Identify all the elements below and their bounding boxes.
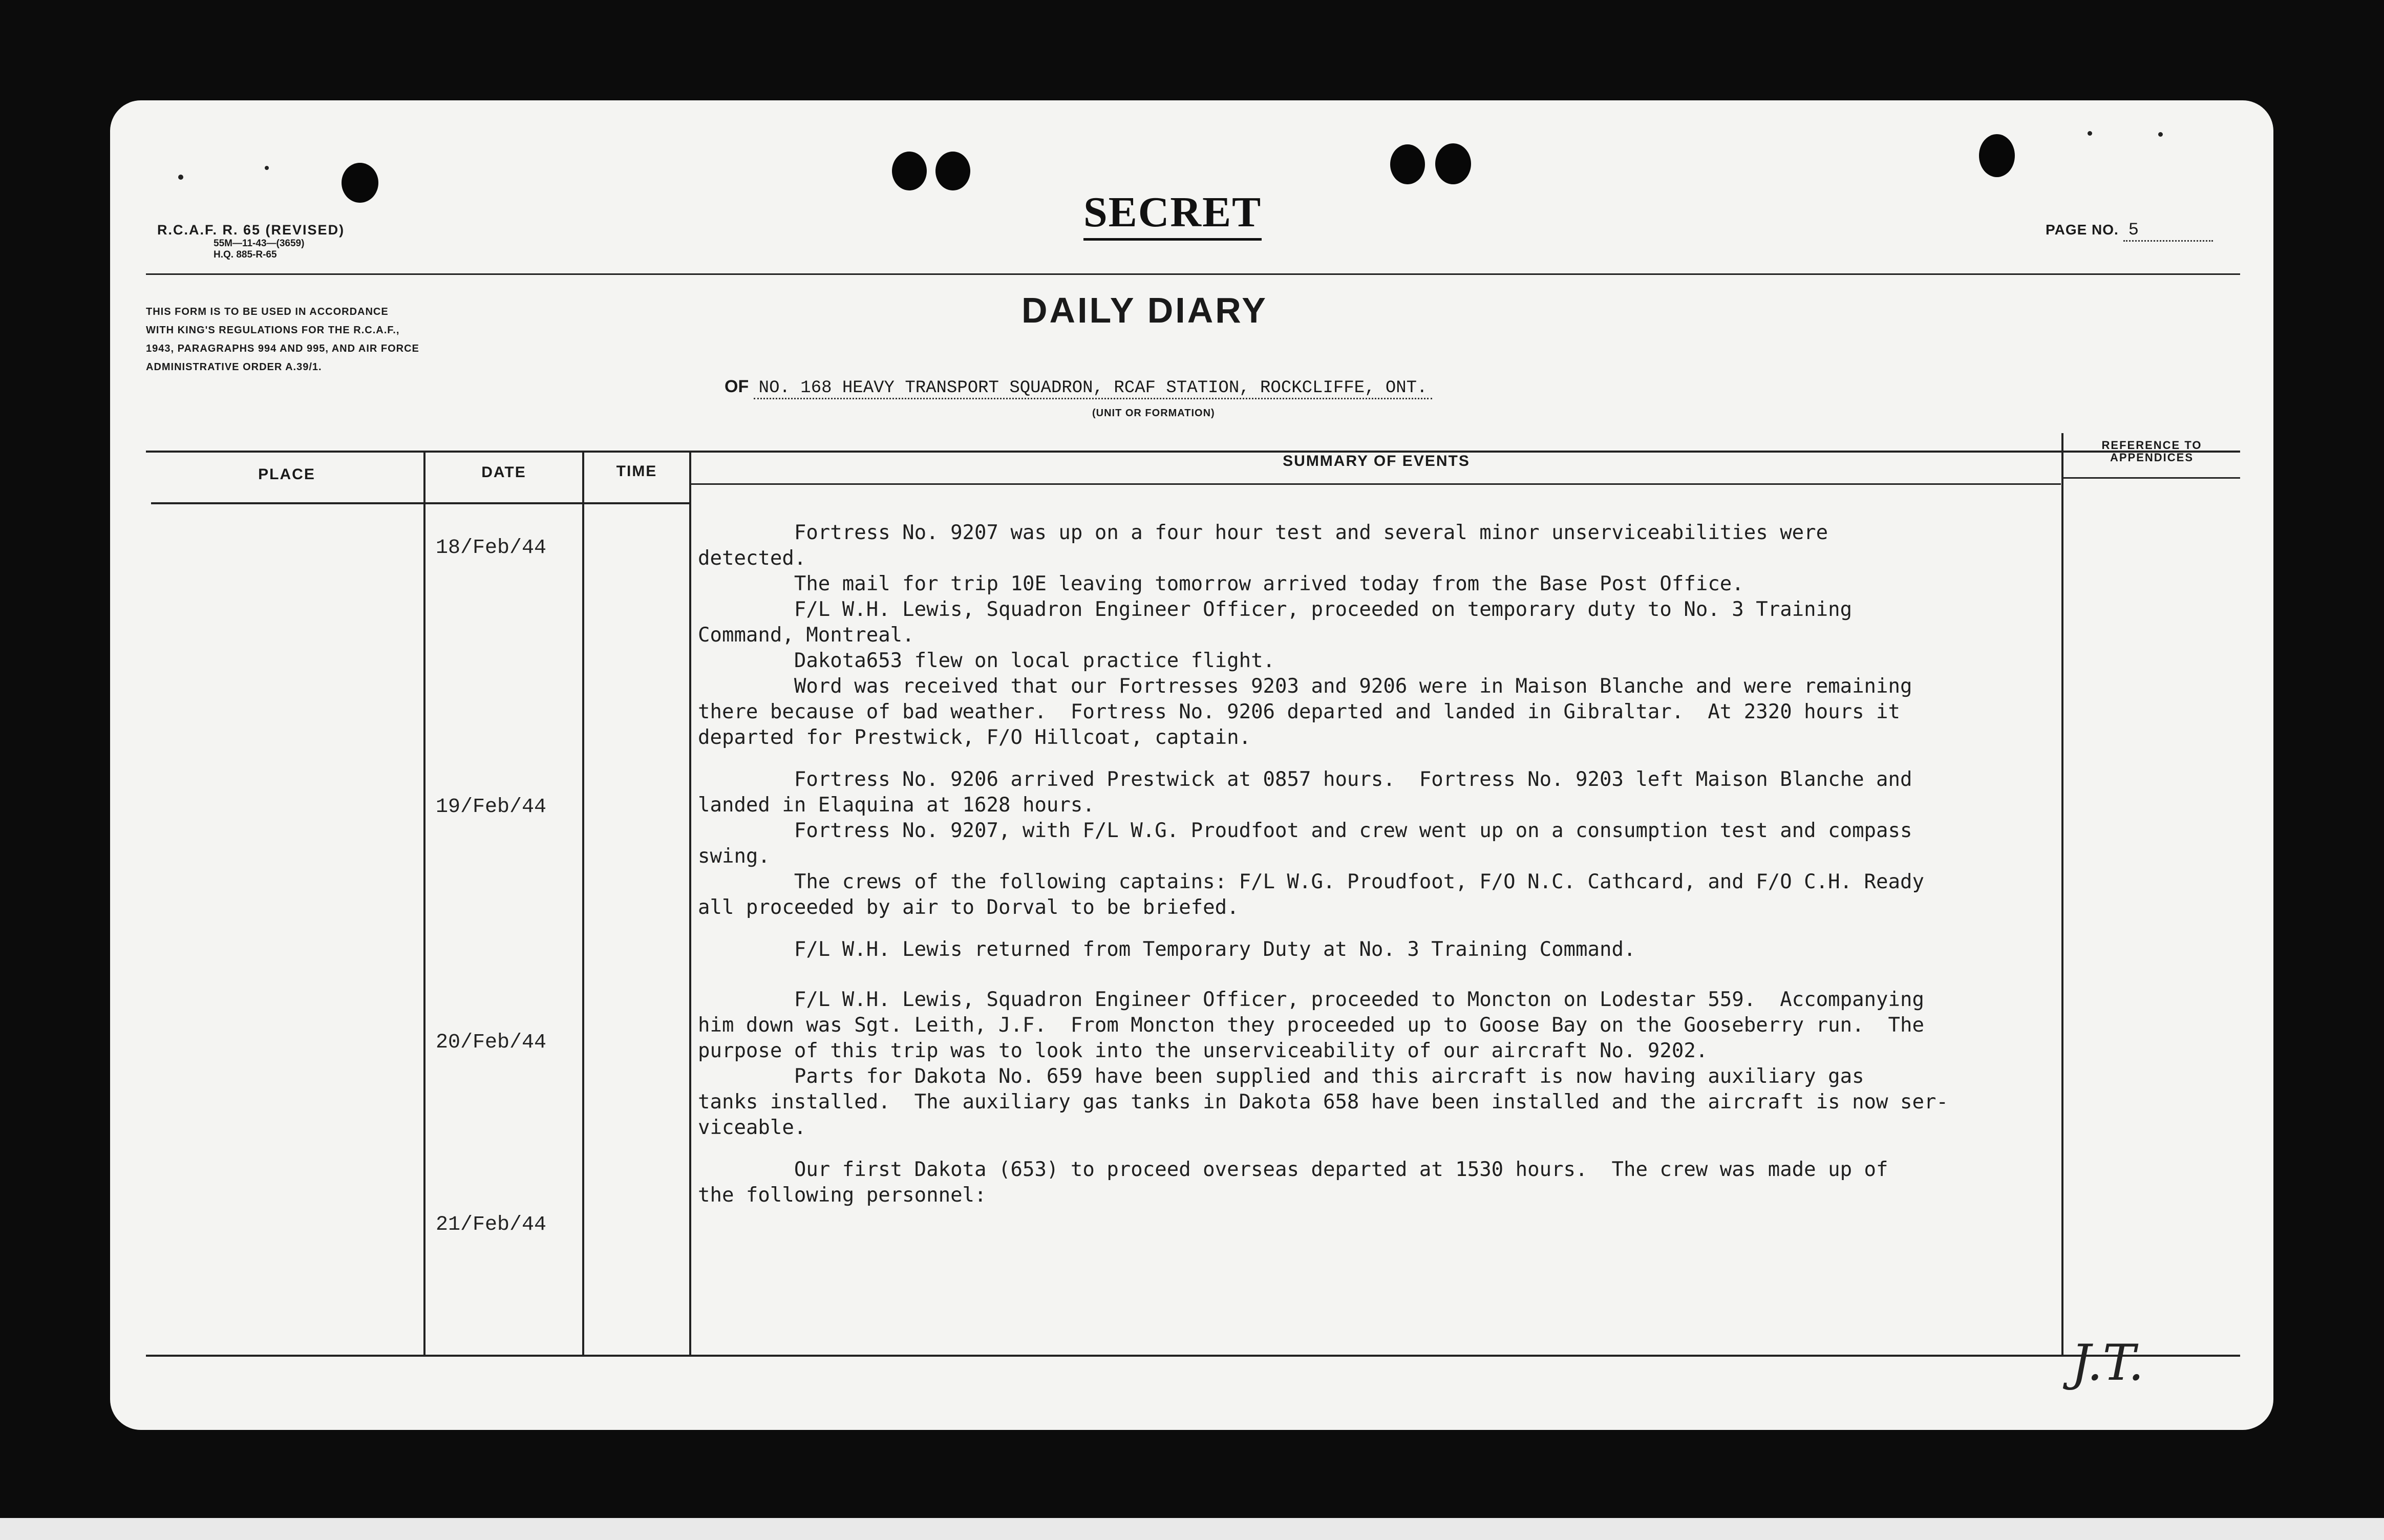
classification-stamp: SECRET — [1083, 187, 1262, 241]
page-number-value: 5 — [2123, 221, 2213, 242]
event-line: F/L W.H. Lewis, Squadron Engineer Officer, proceeded on temporary duty to No. 3 Training — [698, 598, 1853, 621]
form-number: R.C.A.F. R. 65 (REVISED) — [157, 222, 345, 238]
summary-of-events — [698, 520, 2080, 1208]
event-line: there because of bad weather. Fortress No. 9206 departed and landed in Gibraltar. At 2320 hours it — [698, 700, 1900, 723]
event-line: departed for Prestwick, F/O Hillcoat, captain. — [698, 726, 1251, 749]
event-line: Fortress No. 9207, with F/L W.G. Proudfoot and crew went up on a consumption test and compass — [698, 819, 1912, 842]
event-line: Word was received that our Fortresses 9203 and 9206 were in Maison Blanche and were remaining — [698, 675, 1912, 698]
event-line: Command, Montreal. — [698, 624, 914, 647]
event-line: Our first Dakota (653) to proceed overseas departed at 1530 hours. The crew was made up of — [698, 1158, 1888, 1181]
regulation-line: 1943, PARAGRAPHS 994 AND 995, AND AIR FORCE — [146, 343, 419, 354]
column-divider — [582, 452, 584, 1355]
regulation-line: ADMINISTRATIVE ORDER A.39/1. — [146, 361, 322, 373]
punch-hole — [1435, 143, 1471, 184]
column-header-rule — [151, 502, 691, 504]
handwritten-initials: J.T. — [2071, 1334, 2144, 1392]
event-line: The crews of the following captains: F/L W.G. Proudfoot, F/O N.C. Cathcard, and F/O C.H. Ready — [698, 870, 1924, 893]
column-divider — [423, 452, 425, 1355]
table-bottom-rule — [146, 1355, 2240, 1357]
summary-header-rule — [691, 483, 2061, 485]
reference-header-line: REFERENCE TO — [2101, 439, 2202, 452]
event-line: Fortress No. 9206 arrived Prestwick at 0857 hours. Fortress No. 9203 left Maison Blanche and — [698, 768, 1912, 791]
scanner-bottom-strip — [0, 1518, 2384, 1540]
entry-date: 20/Feb/44 — [436, 1031, 547, 1054]
column-header-date: DATE — [481, 464, 526, 481]
event-line: Parts for Dakota No. 659 have been supplied and this aircraft is now having auxiliary gas — [698, 1065, 1864, 1088]
unit-name: NO. 168 HEAVY TRANSPORT SQUADRON, RCAF STATION, ROCKCLIFFE, ONT. — [754, 378, 1433, 399]
column-header-summary: SUMMARY OF EVENTS — [1283, 453, 1470, 469]
event-line: F/L W.H. Lewis returned from Temporary Duty at No. 3 Training Command. — [698, 938, 1636, 961]
print-code: 55M—11-43—(3659) — [214, 238, 305, 249]
unit-line — [725, 377, 1432, 398]
punch-hole — [892, 152, 927, 190]
event-line: purpose of this trip was to look into the unserviceability of our aircraft No. 9202. — [698, 1039, 1708, 1062]
ink-speck — [2088, 131, 2092, 136]
event-line: tanks installed. The auxiliary gas tanks in Dakota 658 have been installed and the aircraft is now ser- — [698, 1090, 1948, 1114]
page-number-field — [2046, 221, 2213, 242]
event-gap — [698, 751, 2080, 767]
punch-hole — [935, 152, 970, 190]
event-line: The mail for trip 10E leaving tomorrow arrived today from the Base Post Office. — [698, 572, 1744, 595]
event-line: detected. — [698, 547, 806, 570]
of-label: OF — [725, 377, 749, 396]
event-gap — [698, 921, 2080, 937]
event-gap — [698, 1141, 2080, 1157]
diary-page — [110, 100, 2273, 1430]
punch-hole — [1390, 144, 1425, 184]
ink-speck — [178, 175, 183, 180]
event-line: F/L W.H. Lewis, Squadron Engineer Officer, proceeded to Moncton on Lodestar 559. Accompanying — [698, 988, 1924, 1011]
header-rule — [146, 273, 2240, 275]
event-line: landed in Elaquina at 1628 hours. — [698, 794, 1095, 817]
regulation-notice — [146, 303, 556, 376]
regulation-line: WITH KING'S REGULATIONS FOR THE R.C.A.F., — [146, 325, 400, 336]
regulation-line: THIS FORM IS TO BE USED IN ACCORDANCE — [146, 306, 389, 317]
event-line: Fortress No. 9207 was up on a four hour test and several minor unserviceabilities were — [698, 521, 1828, 544]
reference-header-line: APPENDICES — [2110, 451, 2194, 464]
column-header-reference — [2063, 439, 2240, 464]
column-header-place: PLACE — [258, 466, 315, 483]
column-header-time: TIME — [616, 463, 657, 480]
entry-date: 18/Feb/44 — [436, 537, 547, 560]
page-number-label: PAGE NO. — [2046, 222, 2119, 238]
event-gap — [698, 963, 2080, 987]
event-line: swing. — [698, 845, 770, 868]
entry-date: 21/Feb/44 — [436, 1213, 547, 1236]
punch-hole — [1979, 134, 2015, 177]
event-line: him down was Sgt. Leith, J.F. From Moncton they proceeded up to Goose Bay on the Gooseberry run. The — [698, 1014, 1924, 1037]
column-divider — [689, 452, 691, 1355]
unit-caption: (UNIT OR FORMATION) — [1092, 408, 1215, 419]
document-title: DAILY DIARY — [1021, 290, 1268, 330]
ink-speck — [265, 166, 269, 170]
reference-header-rule — [2063, 477, 2240, 479]
event-line: the following personnel: — [698, 1184, 987, 1207]
entry-date: 19/Feb/44 — [436, 796, 547, 819]
punch-hole — [342, 163, 378, 203]
hq-reference: H.Q. 885-R-65 — [214, 249, 277, 260]
form-identifier — [157, 222, 345, 261]
event-line: all proceeded by air to Dorval to be briefed. — [698, 896, 1239, 919]
ink-speck — [2158, 132, 2163, 137]
event-line: viceable. — [698, 1116, 806, 1139]
event-line: Dakota653 flew on local practice flight. — [698, 649, 1275, 672]
